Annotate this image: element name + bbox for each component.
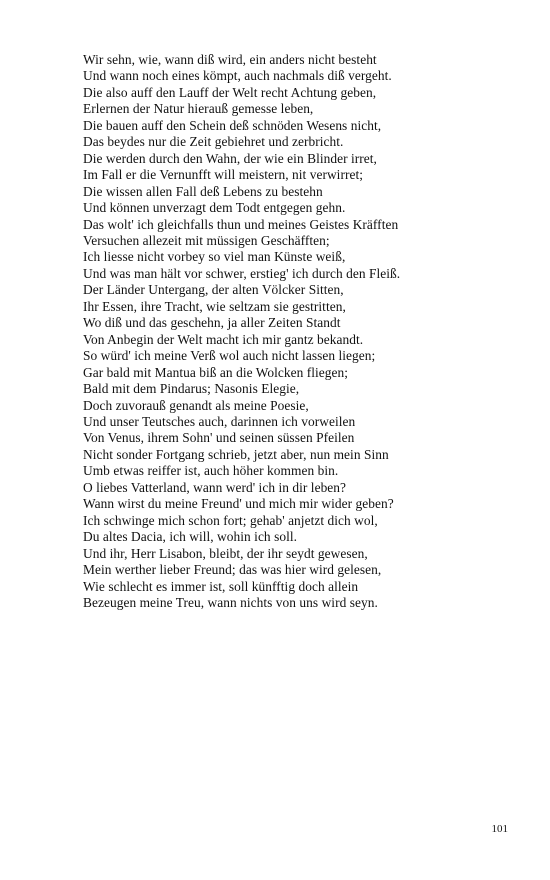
poem-line: Und können unverzagt dem Todt entgegen gehn. xyxy=(83,200,346,216)
poem-text xyxy=(83,52,523,611)
poem-line: Die bauen auff den Schein deß schnöden Wesens nicht, xyxy=(83,117,382,133)
poem-line: Erlernen der Natur hierauß gemesse leben, xyxy=(83,101,314,117)
poem-line: Bald mit dem Pindarus; Nasonis Elegie, xyxy=(83,381,300,397)
poem-line: Ich schwinge mich schon fort; gehab' anjetzt dich wol, xyxy=(83,512,378,528)
poem-line: Versuchen allezeit mit müssigen Geschäfften; xyxy=(83,232,330,248)
poem-line: Ich liesse nicht vorbey so viel man Künste weiß, xyxy=(83,249,346,265)
poem-line: Das beydes nur die Zeit gebiehret und zerbricht. xyxy=(83,134,344,150)
poem-line: Die werden durch den Wahn, der wie ein Blinder irret, xyxy=(83,150,377,166)
poem-line: Doch zuvorauß genandt als meine Poesie, xyxy=(83,397,309,413)
poem-line: Wie schlecht es immer ist, soll künfftig doch allein xyxy=(83,578,359,594)
poem-line: Umb etwas reiffer ist, auch höher kommen bin. xyxy=(83,463,339,479)
poem-line: Von Anbegin der Welt macht ich mir gantz bekandt. xyxy=(83,331,364,347)
poem-line: Die wissen allen Fall deß Lebens zu bestehn xyxy=(83,183,323,199)
poem-line: Bezeugen meine Treu, wann nichts von uns wird seyn. xyxy=(83,594,378,610)
poem-line: Mein werther lieber Freund; das was hier wird gelesen, xyxy=(83,562,382,578)
page-number: 101 xyxy=(491,823,508,835)
poem-line: Wir sehn, wie, wann diß wird, ein anders nicht besteht xyxy=(83,52,377,67)
poem-line: O liebes Vatterland, wann werd' ich in dir leben? xyxy=(83,479,347,495)
poem-line: Gar bald mit Mantua biß an die Wolcken fliegen; xyxy=(83,364,349,380)
poem-line: So würd' ich meine Verß wol auch nicht lassen liegen; xyxy=(83,348,376,364)
poem-line: Die also auff den Lauff der Welt recht Achtung geben, xyxy=(83,84,377,100)
poem-line: Du altes Dacia, ich will, wohin ich soll. xyxy=(83,529,298,545)
poem-line: Nicht sonder Fortgang schrieb, jetzt aber, nun mein Sinn xyxy=(83,446,389,462)
poem-line: Und unser Teutsches auch, darinnen ich vorweilen xyxy=(83,413,356,429)
poem-line: Ihr Essen, ihre Tracht, wie seltzam sie gestritten, xyxy=(83,298,346,314)
poem-line: Und ihr, Herr Lisabon, bleibt, der ihr seydt gewesen, xyxy=(83,545,368,561)
poem-line: Im Fall er die Vernunfft will meistern, nit verwirret; xyxy=(83,167,363,183)
poem-line: Wann wirst du meine Freund' und mich mir wider geben? xyxy=(83,496,394,512)
poem-line: Und wann noch eines kömpt, auch nachmals diß vergeht. xyxy=(83,68,392,84)
poem-line: Der Länder Untergang, der alten Völcker Sitten, xyxy=(83,282,344,298)
poem-line: Von Venus, ihrem Sohn' und seinen süssen Pfeilen xyxy=(83,430,355,446)
poem-line: Und was man hält vor schwer, erstieg' ich durch den Fleiß. xyxy=(83,265,401,281)
poem-line: Das wolt' ich gleichfalls thun und meines Geistes Kräfften xyxy=(83,216,399,232)
poem-line: Wo diß und das geschehn, ja aller Zeiten Standt xyxy=(83,315,341,331)
